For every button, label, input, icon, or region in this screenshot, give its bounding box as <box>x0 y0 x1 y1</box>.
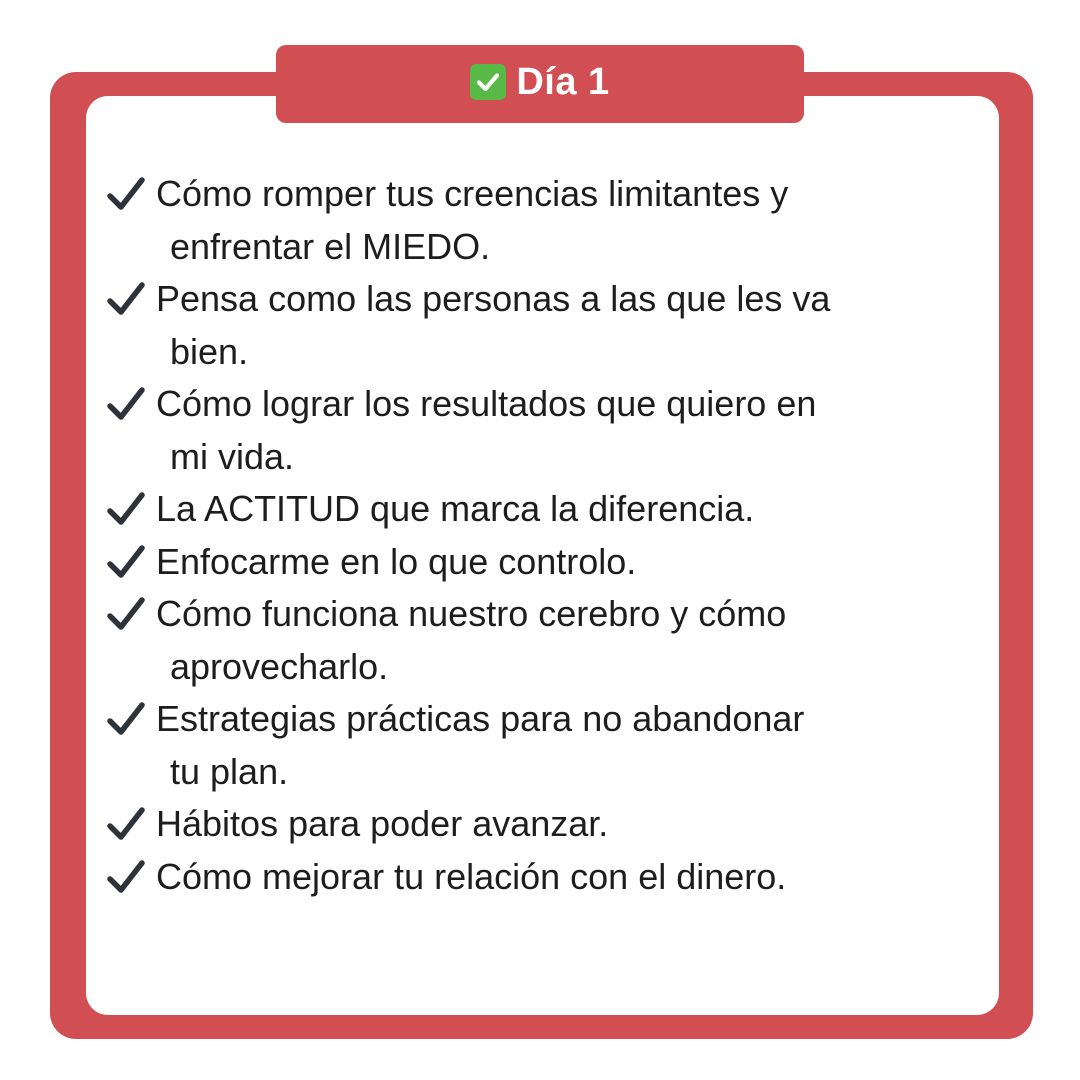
list-item-line-continued: aprovecharlo. <box>170 645 389 687</box>
list-item-text <box>150 851 786 904</box>
list-item-text <box>150 483 754 536</box>
list-item-line: Cómo romper tus creencias limitantes y <box>156 173 789 214</box>
list-item-text <box>150 798 608 851</box>
check-mark-icon <box>106 378 150 430</box>
day-title: Día 1 <box>516 61 610 103</box>
list-item-line-continued: tu plan. <box>170 750 289 792</box>
list-item <box>106 378 986 483</box>
check-mark-icon <box>106 798 150 850</box>
check-box-icon <box>470 64 506 100</box>
list-item-line-continued: mi vida. <box>170 435 295 477</box>
list-item-line: La ACTITUD que marca la diferencia. <box>156 488 755 529</box>
list-item-line: Pensa como las personas a las que les va <box>156 278 831 319</box>
list-item <box>106 168 986 273</box>
list-item <box>106 693 986 798</box>
list-item-text <box>150 168 788 273</box>
list-item-line: Cómo lograr los resultados que quiero en <box>156 383 817 424</box>
list-item <box>106 273 986 378</box>
check-mark-icon <box>106 536 150 588</box>
list-item <box>106 798 986 851</box>
check-mark-icon <box>106 851 150 903</box>
list-item-line: Estrategias prácticas para no abandonar <box>156 698 805 739</box>
list-item-line-continued: bien. <box>170 330 249 372</box>
list-item-text <box>150 693 804 798</box>
check-mark-icon <box>106 168 150 220</box>
list-item <box>106 851 986 904</box>
list-item-text <box>150 273 830 378</box>
list-item-line-continued: enfrentar el MIEDO. <box>170 225 491 267</box>
check-mark-icon <box>106 273 150 325</box>
list-item <box>106 536 986 589</box>
list-item-line: Hábitos para poder avanzar. <box>156 803 609 844</box>
list-item <box>106 483 986 536</box>
check-mark-icon <box>106 588 150 640</box>
list-item-line: Cómo mejorar tu relación con el dinero. <box>156 855 787 897</box>
list-item-text <box>150 536 636 589</box>
list-item-text <box>150 588 786 693</box>
list-item <box>106 588 986 693</box>
check-mark-icon <box>106 693 150 745</box>
topic-list <box>106 168 986 903</box>
check-mark-icon <box>106 483 150 535</box>
list-item-text <box>150 378 816 483</box>
day-header-tab <box>276 45 804 123</box>
list-item-line: Enfocarme en lo que controlo. <box>156 540 637 582</box>
list-item-line: Cómo funciona nuestro cerebro y cómo <box>156 593 787 634</box>
